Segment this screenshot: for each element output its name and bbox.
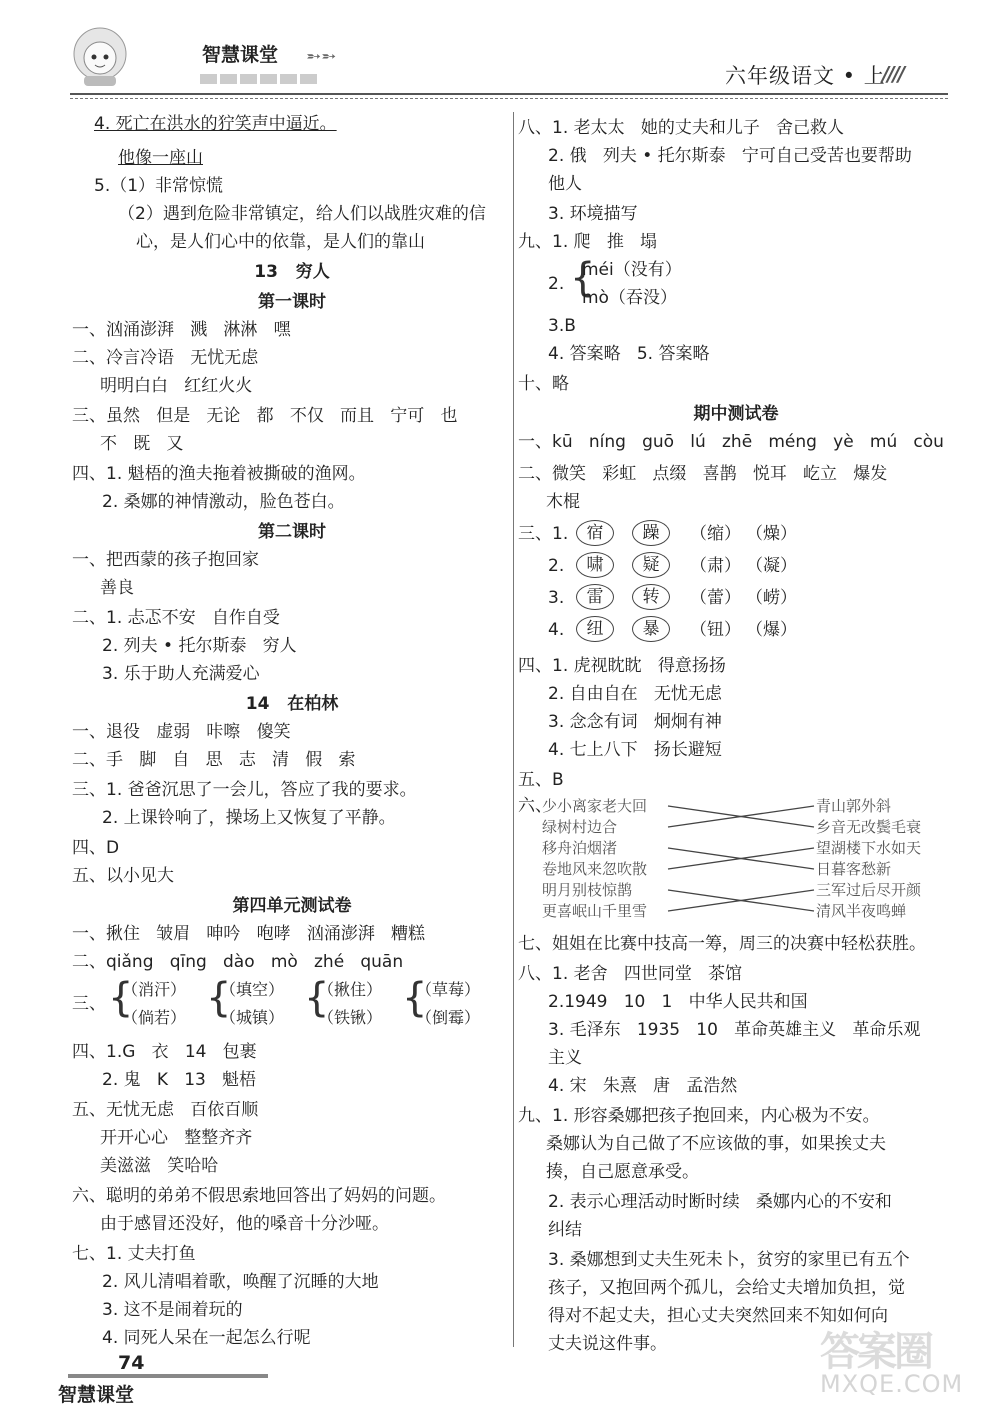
left-line: 2. 鬼 K 13 魁梧 bbox=[102, 1070, 257, 1090]
right-line: 八、1. 老太太 她的丈夫和儿子 舍己救人 bbox=[518, 118, 845, 138]
poem-line-left: 移舟泊烟渚 bbox=[542, 839, 618, 857]
circled-char: 啸 bbox=[576, 552, 614, 578]
bracket-bottom-word: （城镇） bbox=[220, 1008, 285, 1027]
circled-char: 雷 bbox=[576, 584, 614, 610]
left-line: 一、退役 虚弱 咔嚓 傻笑 bbox=[72, 722, 291, 742]
matching-label: 六、 bbox=[518, 796, 552, 816]
left-line: 第四单元测试卷 bbox=[232, 896, 352, 916]
match-line bbox=[668, 848, 814, 869]
right-line: 3. 桑娜想到丈夫生死未卜，贫穷的家里已有五个 bbox=[548, 1250, 910, 1270]
circled-char: 暴 bbox=[632, 616, 670, 642]
right-line: 期中测试卷 bbox=[693, 404, 779, 424]
bracket-top-word: （填空） bbox=[220, 980, 285, 999]
right-line: 十、略 bbox=[518, 374, 569, 394]
footer-brand: 智慧课堂 bbox=[58, 1384, 135, 1406]
answer-char: （凝） bbox=[746, 556, 797, 576]
left-line: 一、汹涌澎湃 溅 淋淋 嘿 bbox=[72, 320, 291, 340]
left-line: 5.（1）非常惊慌 bbox=[94, 176, 224, 196]
bracket-bottom-word: （铁锹） bbox=[318, 1008, 383, 1027]
footer-bar bbox=[68, 1374, 268, 1378]
bracket-bottom-word: （倘若） bbox=[122, 1008, 187, 1027]
answer-char: （肃） bbox=[690, 556, 741, 576]
poem-line-right: 日暮客愁新 bbox=[816, 860, 892, 878]
right-line: 4. 答案略 5. 答案略 bbox=[548, 344, 710, 364]
answer-char: （燥） bbox=[746, 524, 797, 544]
header-rule bbox=[70, 93, 948, 95]
answer-char: （蕾） bbox=[690, 588, 741, 608]
poem-line-left: 少小离家老大回 bbox=[542, 797, 648, 815]
match-line bbox=[668, 890, 814, 911]
match-line bbox=[668, 806, 814, 827]
bracket-top-word: （草莓） bbox=[416, 980, 481, 999]
brace-icon: { bbox=[108, 975, 134, 1021]
left-line: 第一课时 bbox=[258, 292, 326, 312]
poem-line-right: 望湖楼下水如天 bbox=[816, 839, 922, 857]
circled-char: 纽 bbox=[576, 616, 614, 642]
brand-title: 智慧课堂 bbox=[202, 44, 279, 66]
left-line: 六、聪明的弟弟不假思索地回答出了妈妈的问题。 bbox=[72, 1186, 446, 1206]
answer-char: （爆） bbox=[746, 620, 797, 640]
right-line: 纠结 bbox=[548, 1220, 582, 1240]
left-line: 心，是人们心中的依靠，是人们的靠山 bbox=[136, 232, 425, 252]
brace-icon: { bbox=[206, 975, 232, 1021]
right-line: 2. 自由自在 无忧无虑 bbox=[548, 684, 722, 704]
left-line: 他像一座山 bbox=[118, 148, 203, 168]
right-line: 孩子，又抱回两个孤儿，会给丈夫增加负担，觉 bbox=[548, 1278, 905, 1298]
right-line: 主义 bbox=[548, 1048, 582, 1068]
circle-row-label: 4. bbox=[548, 620, 565, 640]
right-line: 2. 俄 列夫 • 托尔斯泰 宁可自己受苦也要帮助 bbox=[548, 146, 912, 166]
header-rule-dashed bbox=[70, 98, 948, 99]
left-line: 3. 乐于助人充满爱心 bbox=[102, 664, 260, 684]
left-line: 三、1. 爸爸沉思了一会儿，答应了我的要求。 bbox=[72, 780, 417, 800]
bracket-top-word: （消汗） bbox=[122, 980, 187, 999]
right-line: 九、1. 爬 推 塌 bbox=[518, 232, 658, 252]
brace-icon: { bbox=[304, 975, 330, 1021]
left-line: 二、qiǎng qīng dào mò zhé quān bbox=[72, 952, 404, 972]
left-line: （2）遇到危险非常镇定，给人们以战胜灾难的信 bbox=[118, 204, 486, 224]
right-line: 他人 bbox=[548, 174, 582, 194]
poem-line-left: 明月别枝惊鹊 bbox=[542, 881, 633, 899]
left-line: 2. 上课铃响了，操场上又恢复了平静。 bbox=[102, 808, 396, 828]
slash-decoration: //// bbox=[882, 62, 904, 86]
left-line: 善良 bbox=[100, 578, 134, 598]
q9-item2-label: 2. bbox=[548, 274, 565, 294]
left-line: 4. 同死人呆在一起怎么行呢 bbox=[102, 1328, 311, 1348]
answer-char: （崂） bbox=[746, 588, 797, 608]
right-line: 4. 宋 朱熹 唐 孟浩然 bbox=[548, 1076, 738, 1096]
bracket-top-word: （揪住） bbox=[318, 980, 383, 999]
left-line: 二、手 脚 自 思 志 清 假 索 bbox=[72, 750, 356, 770]
circled-char: 疑 bbox=[632, 552, 670, 578]
right-line: 2. 表示心理活动时断时续 桑娜内心的不安和 bbox=[548, 1192, 892, 1212]
poem-line-left: 绿树村边合 bbox=[542, 818, 618, 836]
bracket-bottom-word: （倒霉） bbox=[416, 1008, 481, 1027]
left-line: 明明白白 红红火火 bbox=[100, 376, 253, 396]
answer-char: （钮） bbox=[690, 620, 741, 640]
poem-line-left: 更喜岷山千里雪 bbox=[542, 902, 648, 920]
match-line bbox=[668, 806, 814, 827]
brace-icon: { bbox=[402, 975, 428, 1021]
left-line: 不 既 又 bbox=[100, 434, 184, 454]
circled-char: 转 bbox=[632, 584, 670, 610]
left-line: 2. 桑娜的神情激动，脸色苍白。 bbox=[102, 492, 345, 512]
left-line: 2. 风儿清唱着歌，唤醒了沉睡的大地 bbox=[102, 1272, 379, 1292]
circle-row-label: 三、1. bbox=[518, 524, 569, 544]
left-line: 一、把西蒙的孩子抱回家 bbox=[72, 550, 259, 570]
right-line: 一、kū níng guō lú zhē méng yè mú còu bbox=[518, 432, 944, 452]
right-line: 得对不起丈夫，担心丈夫突然回来不知如何向 bbox=[548, 1306, 888, 1326]
left-line: 14 在柏林 bbox=[245, 694, 339, 714]
brand-underline bbox=[200, 74, 317, 84]
mascot-logo-icon bbox=[68, 24, 132, 90]
page-header bbox=[60, 18, 950, 98]
pinyin-option: mò（吞没） bbox=[582, 288, 677, 308]
right-line: 桑娜认为自己做了不应该做的事，如果挨丈夫 bbox=[546, 1134, 886, 1154]
watermark bbox=[820, 1320, 970, 1400]
left-line: 2. 列夫 • 托尔斯泰 穷人 bbox=[102, 636, 297, 656]
match-line bbox=[668, 890, 814, 911]
circled-char: 宿 bbox=[576, 520, 614, 546]
left-line: 七、1. 丈夫打鱼 bbox=[72, 1244, 196, 1264]
right-line: 3.B bbox=[548, 316, 576, 336]
poem-line-right: 乡音无改鬓毛衰 bbox=[816, 818, 922, 836]
left-line: 五、以小见大 bbox=[72, 866, 174, 886]
right-line: 2.1949 10 1 中华人民共和国 bbox=[548, 992, 808, 1012]
poem-line-right: 三军过后尽开颜 bbox=[816, 881, 922, 899]
watermark-logo: 答案圈 bbox=[820, 1329, 931, 1375]
arrow-icon: ➵➵ bbox=[306, 46, 337, 67]
column-divider bbox=[513, 112, 514, 1347]
left-line: 美滋滋 笑哈哈 bbox=[100, 1156, 219, 1176]
right-line: 4. 七上八下 扬长避短 bbox=[548, 740, 722, 760]
right-line: 木棍 bbox=[546, 492, 580, 512]
left-line: 二、1. 忐忑不安 自作自受 bbox=[72, 608, 280, 628]
left-line: 二、冷言冷语 无忧无虑 bbox=[72, 348, 259, 368]
answer-char: （缩） bbox=[690, 524, 741, 544]
right-line: 3. 念念有词 炯炯有神 bbox=[548, 712, 722, 732]
poem-line-left: 卷地风来忽吹散 bbox=[542, 860, 648, 878]
poem-line-right: 青山郭外斜 bbox=[816, 797, 892, 815]
right-line: 3. 毛泽东 1935 10 革命英雄主义 革命乐观 bbox=[548, 1020, 921, 1040]
left-line: 三、 bbox=[72, 994, 106, 1014]
right-line: 3. 环境描写 bbox=[548, 204, 638, 224]
right-line: 七、姐姐在比赛中技高一筹，周三的决赛中轻松获胜。 bbox=[518, 934, 926, 954]
left-line: 开开心心 整整齐齐 bbox=[100, 1128, 253, 1148]
right-line: 八、1. 老舍 四世同堂 茶馆 bbox=[518, 964, 743, 984]
right-line: 五、B bbox=[518, 770, 564, 790]
circle-row-label: 3. bbox=[548, 588, 565, 608]
left-line: 4. 死亡在洪水的狞笑声中逼近。 bbox=[94, 114, 337, 134]
left-line: 3. 这不是闹着玩的 bbox=[102, 1300, 243, 1320]
circled-char: 躁 bbox=[632, 520, 670, 546]
left-line: 五、无忧无虑 百依百顺 bbox=[72, 1100, 259, 1120]
left-line: 一、揪住 皱眉 呻吟 咆哮 汹涌澎湃 糟糕 bbox=[72, 924, 426, 944]
page-number: 74 bbox=[118, 1352, 145, 1374]
left-line: 三、虽然 但是 无论 都 不仅 而且 宁可 也 bbox=[72, 406, 458, 426]
left-line: 四、1.G 衣 14 包裹 bbox=[72, 1042, 257, 1062]
right-line: 丈夫说这件事。 bbox=[548, 1334, 667, 1354]
page-footer bbox=[58, 1352, 258, 1408]
right-line: 二、微笑 彩虹 点缀 喜鹊 悦耳 屹立 爆发 bbox=[518, 464, 888, 484]
left-line: 第二课时 bbox=[258, 522, 326, 542]
right-line: 揍，自己愿意承受。 bbox=[546, 1162, 699, 1182]
left-line: 四、D bbox=[72, 838, 120, 858]
right-line: 四、1. 虎视眈眈 得意扬扬 bbox=[518, 656, 726, 676]
watermark-url: MXQE.COM bbox=[820, 1370, 964, 1398]
circle-row-label: 2. bbox=[548, 556, 565, 576]
left-line: 四、1. 魁梧的渔夫拖着被撕破的渔网。 bbox=[72, 464, 366, 484]
left-line: 由于感冒还没好，他的嗓音十分沙哑。 bbox=[100, 1214, 389, 1234]
grade-label: 六年级语文 • 上 bbox=[725, 64, 886, 88]
right-line: 九、1. 形容桑娜把孩子抱回来，内心极为不安。 bbox=[518, 1106, 880, 1126]
brace-icon: { bbox=[570, 255, 596, 301]
left-line: 13 穷人 bbox=[254, 262, 330, 282]
poem-line-right: 清风半夜鸣蝉 bbox=[816, 902, 907, 920]
pinyin-option: méi（没有） bbox=[582, 260, 682, 280]
match-line bbox=[668, 848, 814, 869]
